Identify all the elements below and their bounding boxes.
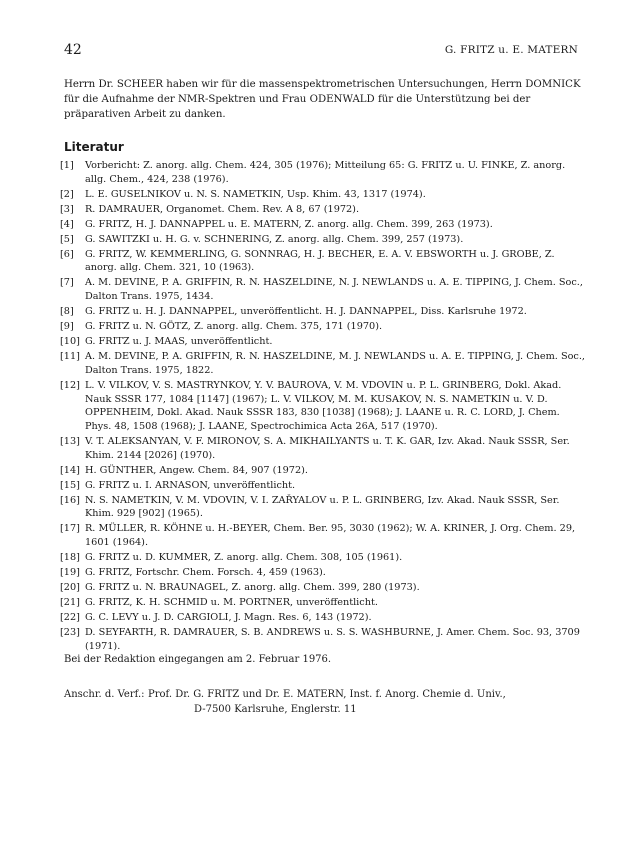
- reference-text: A. M. DEVINE, P. A. GRIFFIN, R. N. HASZELDINE, M. J. NEWLANDS u. A. E. TIPPING, J. Chem. Soc., Dalton Trans. 1975, 1822.: [85, 351, 585, 376]
- reference-item: [60, 305, 588, 319]
- reference-text: G. FRITZ, H. J. DANNAPPEL u. E. MATERN, Z. anorg. allg. Chem. 399, 263 (1973).: [85, 218, 493, 230]
- reference-text: Vorbericht: Z. anorg. allg. Chem. 424, 305 (1976); Mitteilung 65: G. FRITZ u. U. FINKE, Z. anorg. allg. Chem., 424, 238 (1976).: [85, 160, 566, 185]
- address-line-2: D-7500 Karlsruhe, Englerstr. 11: [194, 704, 357, 715]
- reference-item: [60, 379, 588, 434]
- reference-item: [60, 335, 588, 349]
- reference-number: [23]: [60, 627, 80, 639]
- reference-text: L. V. VILKOV, V. S. MASTRYNKOV, Y. V. BAUROVA, V. M. VDOVIN u. P. L. GRINBERG, Dokl. Akad. Nauk SSSR 177, 1084 [1147] (1967); L. V. VILKOV, M. M. KUSAKOV, N. S. NAMETKIN u. V. D. OPPENHEIM, Dokl. Akad. Nauk SSSR 183, 830 [1038] (1968); J. LAANE u. R. C. LORD, J. Chem. Phys. 48, 1508 (1968); J. LAANE, Spectrochimica Acta 26A, 517 (1970).: [85, 379, 562, 432]
- reference-number: [6]: [60, 248, 74, 260]
- reference-text: G. FRITZ u. I. ARNASON, unveröffentlicht.: [85, 479, 296, 491]
- reference-number: [13]: [60, 435, 80, 447]
- reference-text: L. E. GUSELNIKOV u. N. S. NAMETKIN, Usp. Khim. 43, 1317 (1974).: [85, 188, 426, 200]
- reference-number: [14]: [60, 464, 80, 476]
- reference-text: R. MÜLLER, R. KÖHNE u. H.-BEYER, Chem. Ber. 95, 3030 (1962); W. A. KRINER, J. Org. Chem. 29, 1601 (1964).: [85, 523, 576, 549]
- reference-number: [16]: [60, 494, 80, 506]
- reference-number: [5]: [60, 233, 74, 245]
- reference-item: [60, 581, 588, 595]
- reference-text: G. FRITZ, W. KEMMERLING, G. SONNRAG, H. J. BECHER, E. A. V. EBSWORTH u. J. GROBE, Z. anorg. allg. Chem. 321, 10 (1963).: [85, 248, 555, 274]
- acknowledgement-paragraph: Herrn Dr. SCHEER haben wir für die massenspektrometrischen Untersuchungen, Herrn DOMNICK für die Aufnahme der NMR-Spektren und Frau ODENWALD für die Unterstützung bei der präparativen Arbeit zu danken.: [64, 79, 581, 120]
- address-label: Anschr. d. Verf.:: [64, 689, 145, 700]
- reference-text: G. FRITZ u. J. MAAS, unveröffentlicht.: [85, 336, 273, 348]
- reference-number: [10]: [60, 336, 80, 348]
- reference-text: G. SAWITZKI u. H. G. v. SCHNERING, Z. anorg. allg. Chem. 399, 257 (1973).: [85, 233, 464, 245]
- reference-number: [3]: [60, 203, 74, 215]
- reference-item: [60, 276, 588, 303]
- reference-number: [4]: [60, 218, 74, 230]
- address-line-1: Prof. Dr. G. FRITZ und Dr. E. MATERN, Inst. f. Anorg. Chemie d. Univ.,: [148, 689, 506, 700]
- reference-number: [9]: [60, 321, 74, 333]
- page-number: 42: [64, 42, 82, 58]
- reference-number: [21]: [60, 597, 80, 609]
- reference-item: [60, 626, 588, 653]
- reference-item: [60, 435, 588, 462]
- reference-text: D. SEYFARTH, R. DAMRAUER, S. B. ANDREWS u. S. S. WASHBURNE, J. Amer. Chem. Soc. 93, 3709 (1971).: [85, 627, 580, 652]
- reference-text: R. DAMRAUER, Organomet. Chem. Rev. A 8, 67 (1972).: [85, 203, 360, 215]
- reference-list: [60, 159, 588, 655]
- reference-number: [19]: [60, 567, 80, 579]
- reference-item: [60, 464, 588, 478]
- reference-text: A. M. DEVINE, P. A. GRIFFIN, R. N. HASZELDINE, N. J. NEWLANDS u. A. E. TIPPING, J. Chem. Soc., Dalton Trans. 1975, 1434.: [85, 277, 583, 303]
- reference-text: G. FRITZ u. H. J. DANNAPPEL, unveröffentlicht. H. J. DANNAPPEL, Diss. Karlsruhe 1972.: [85, 306, 527, 318]
- reference-item: [60, 566, 588, 580]
- reference-item: [60, 159, 588, 186]
- reference-text: G. FRITZ u. D. KUMMER, Z. anorg. allg. Chem. 308, 105 (1961).: [85, 552, 403, 564]
- reference-item: [60, 350, 588, 377]
- reference-item: [60, 522, 588, 549]
- reference-item: [60, 218, 588, 232]
- reference-item: [60, 551, 588, 565]
- reference-number: [1]: [60, 160, 74, 171]
- reference-item: [60, 188, 588, 202]
- reference-number: [11]: [60, 351, 80, 363]
- reference-number: [22]: [60, 612, 80, 624]
- literature-heading: Literatur: [64, 140, 124, 154]
- reference-item: [60, 611, 588, 625]
- reference-number: [2]: [60, 188, 74, 200]
- reference-item: [60, 479, 588, 493]
- reference-number: [7]: [60, 277, 74, 289]
- reference-item: [60, 233, 588, 247]
- reference-text: G. C. LEVY u. J. D. CARGIOLI, J. Magn. Res. 6, 143 (1972).: [85, 612, 372, 624]
- reference-item: [60, 596, 588, 610]
- reference-item: [60, 203, 588, 217]
- reference-item: [60, 320, 588, 334]
- reference-text: G. FRITZ u. N. BRAUNAGEL, Z. anorg. allg. Chem. 399, 280 (1973).: [85, 582, 420, 594]
- reference-text: H. GÜNTHER, Angew. Chem. 84, 907 (1972).: [85, 464, 308, 476]
- reference-number: [17]: [60, 523, 80, 535]
- reference-text: G. FRITZ u. N. GÖTZ, Z. anorg. allg. Chem. 375, 171 (1970).: [85, 321, 383, 333]
- reference-text: G. FRITZ, K. H. SCHMID u. M. PORTNER, unveröffentlicht.: [85, 597, 378, 609]
- reference-number: [18]: [60, 552, 80, 564]
- reference-item: [60, 494, 588, 521]
- reference-text: G. FRITZ, Fortschr. Chem. Forsch. 4, 459 (1963).: [85, 567, 326, 579]
- reference-number: [8]: [60, 306, 74, 318]
- received-note: Bei der Redaktion eingegangen am 2. Februar 1976.: [64, 654, 332, 665]
- reference-number: [12]: [60, 379, 80, 391]
- reference-number: [15]: [60, 479, 80, 491]
- reference-text: V. T. ALEKSANYAN, V. F. MIRONOV, S. A. MIKHAILYANTS u. T. K. GAR, Izv. Akad. Nauk SSSR, Ser. Khim. 2144 [2026] (1970).: [85, 435, 570, 461]
- running-header-authors: G. FRITZ u. E. MATERN: [444, 44, 578, 56]
- reference-item: [60, 248, 588, 275]
- reference-text: N. S. NAMETKIN, V. M. VDOVIN, V. I. ZAŘYALOV u. P. L. GRINBERG, Izv. Akad. Nauk SSSR, Ser. Khim. 929 [902] (1965).: [85, 494, 560, 520]
- reference-number: [20]: [60, 582, 80, 594]
